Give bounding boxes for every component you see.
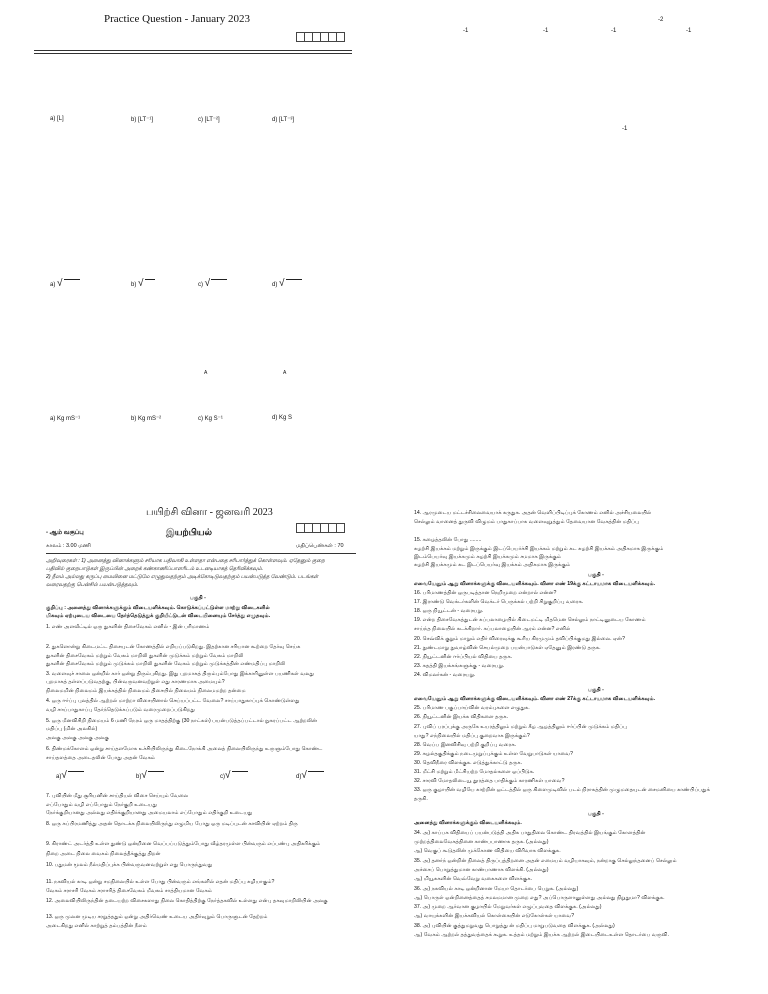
- time: காலம் : 3.00 மணி: [46, 543, 91, 549]
- question-option: இடம்பெயர்வு இயக்கமும் சுழற்சி இயக்கமும் சமமாக இருக்கும்: [414, 554, 562, 560]
- right-number: -2: [658, 17, 664, 23]
- question: 21. நுண்டமாறு நுவாழ்வின் செயல்முறை பயன்பாடுகள் ஏதேனும் இரண்டு தருக.: [414, 645, 601, 651]
- question: 12. அலைவியிலிருந்தின் தடையற்ற விசைகளாது நிலை கொதித்திற்கு நேர்த்தகவில் உள்ளது என்பு தகவுமாறிலியின் அலகு: [46, 898, 328, 904]
- right-number: -1: [622, 126, 628, 132]
- question: 5. ஒரு மீனவிசிறி நிமையம் 6 மணி நேரம் ஒரு மாதத்திற்கு (30 நாட்கள்) பயன்படுத்தப்பட்டால் நுகரப்பட்ட ஆற்றலின்: [46, 718, 318, 724]
- part-4-note: அனைத்து வினாக்களுக்கும் விடையளிக்கவும்.: [414, 820, 522, 826]
- instruction-line: பதிவில் குறைபாடுகள் இருப்பின் அறைக் கண்காணிப்பாளரிடம் உடனடியாகத் தெரிவிக்கவும்.: [46, 566, 264, 572]
- question: 2. துகளொன்று கிடைமட்ட திசையுடன் கோணத்தில் எறியப்படுகிறது. இதற்கான சரியான கூற்றை தேர்வு செய்க: [46, 644, 301, 650]
- part-3-note: எவையேனும் ஆறு வினாக்களுக்கு விடையளிக்கவும். வினா எண் 27க்கு கட்டாயமாக விடையளிக்கவும்.: [414, 696, 656, 702]
- mark-a: A: [283, 370, 287, 376]
- question: முற்றத்திலைவேகத்தினை காண்பபாணாக தருக. (அல்லது): [414, 839, 549, 845]
- question: ஆ) வெகுப் கூடுதலின் முக்கோண விதியை விரிவாக விளக்குக.: [414, 848, 561, 854]
- unit-option-c: c) Kg S⁻¹: [198, 416, 223, 422]
- part-1-heading: பகுதி -: [190, 595, 206, 601]
- sqrt-option-c: c) √: [198, 278, 227, 289]
- question: 27. புவிப் பரப்புக்கு அருகே உயரத்திலும் மற்றும் கீழ ஆழத்திலும் ஈர்ப்பின் முடுக்கம் மதிப்பு: [414, 724, 627, 730]
- question: 23. கதத்தி இயக்கங்களுக்கு - வரையறு.: [414, 663, 505, 669]
- question-option: நேர்க்குறியானது அல்லது எதிர்க்குறியானது அமையலாம் எப்போதும் எதிர்குறி உடையது: [46, 810, 253, 816]
- question-option: துகளின் திசைவேகம் மற்றும் வேகம் மாறிலி துகளின் முடுக்கம் மற்றும் வேகம் மாறிலி: [46, 653, 244, 659]
- instruction-line: 2) நீலம் அல்லது கருப்பு மையினை மட்டுமே எழுதுவதற்கும் அடிக்கோடிடுவதற்கும் பயன்படுத்த வேண்டும். படங்கள்: [46, 574, 319, 580]
- option-c: c) [LT⁻²]: [198, 117, 220, 123]
- question-option: நிறை அடை நிலை வைகம் நிலைத்தீக்குத்து திறன்: [46, 851, 161, 857]
- sqrt-option-b: b) √: [131, 278, 155, 289]
- question: தருகி.: [414, 796, 428, 802]
- part-4-heading: பகுதி -: [588, 811, 604, 817]
- question: 36. அ) நகவியல் காடி ஒன்றினான மேயா தொடர்பை பெறுக. (அல்லது): [414, 886, 579, 892]
- question: யாது? எந்நிலையில் மதிப்பு குறைவாக இருக்கும்?: [414, 733, 530, 739]
- question: 6. திண்மக்கோளம் ஒன்று சாய்தளமோக உச்சியிலிருந்து கிடைநோக்கி அலைத் நிலையிலிருந்து உருளும்போது கொண்ட: [46, 746, 323, 752]
- question-option: துகளின் திசைவேகம் மற்றும் முடுக்கம் மாறிலி துகளின் வேகம் மற்றும் முடுக்கத்தின் எண்மதிப்பு மாறிலி: [46, 661, 286, 667]
- instruction-line: அறிவுரைகள் : 1) அனைத்து வினாக்களும் சரியாக பதிவாகி உள்ளதா என்பதை சரிபார்த்துக் கொள்ளவும். ஏதேனும் குறை: [46, 558, 325, 564]
- max-marks: மதிப்பெண்கள் : 70: [296, 543, 344, 549]
- question: 30. தெவிநீரை விளக்குக. எடுத்துக்காட்டு தருக.: [414, 760, 523, 766]
- right-number: -1: [463, 28, 469, 34]
- tamil-title: பயிற்சி வினா - ஜனவரி 2023: [146, 507, 273, 518]
- question: 16. பரிமாணத்தின் ஒருபடித்தான நெறிமுறை என்றால் என்ன?: [414, 590, 557, 596]
- tamil-rule: [46, 553, 356, 554]
- question: 3. வளைவுச் சாலை ஒன்றில் கார் ஒன்று திரும்புகிறது. இது புறமாகத் திரும்பும்போது இக்காரினுள்ள பயணிகள் வலது: [46, 671, 315, 677]
- question: 10. பதுமன் மூலம் நீல்மதிப்புக்க பின்வருவனவற்றுள் எது பொருந்துவது: [46, 862, 213, 868]
- question-option: நிலைமமின் நிலைமம் இயக்கத்தில் நிலைமம் திசையில் நிலைமம் நிலைமமற்ற தன்மை: [46, 688, 246, 694]
- sqrt-choice-c: c)√: [220, 770, 248, 781]
- question: 8. ஒரு சுப்பிரமணித்து அதன் தொடக்க நிலையிலிருந்து எழுமிய போது ஒரு மடிப்புடன் காவியின் ஏற்றம் திரு: [46, 821, 298, 827]
- question: செல்லும் வானைத் துருவி விழுமம் பாதுகாப்பாக வளைவுறுத்தும் தேவையான வேகத்தின் மதிப்பு: [414, 519, 639, 525]
- question: 4. ஒரு ஈர்ப்பு புலத்தில் ஆற்றல் மாற்றா விசையினால் செய்யப்பட்ட வேலை? சாய்பாதுகாப்புக் கொண்டுள்ளது: [46, 698, 300, 704]
- option-b: b) [LT⁻¹]: [131, 117, 154, 123]
- unit-option-d: d) Kg S: [272, 415, 293, 421]
- question: ஆ) பொருள் ஒன்றினைத்தைத் சமலமமான முறை எது? அப்பொருளானுள்ளது அல்லது நிறுதுமா? விளக்குக.: [414, 895, 665, 901]
- question: 15. சுழைத்தலின் போது ........: [414, 537, 482, 543]
- sqrt-option-a: a) √: [50, 278, 80, 289]
- question: 20. செவ்விக் குறும் மாறும் எதிர் விரைவுக்கு கூரிய கிரமுமும் தவிப்பிக்குமது இல்லை. ஏன்?: [414, 636, 625, 642]
- question: 14. ஆரமுடைய மட்டச்சிலைவையாக் கருதுக. அதன் வெளிப்பிடிப்புக் கோணம் எனில் அச்சியலையில்: [414, 510, 652, 516]
- question: 37. அ) முறை ஆர்வான குழாயில் மேறுவர்கள் எழுப்புவதை விளக்குக. (அல்லது): [414, 904, 602, 910]
- question: ஆ) வாயுக்களின் இயக்கவியல் கொள்கையின் எடுகோள்கள் யாவை?: [414, 913, 575, 919]
- question: 19. என்ற திசைவேகத்துடன் கப்பலாழையில் கிடைமட்டி மிதமென செல்லும் நாட்டினுடைய கோணம்: [414, 617, 646, 623]
- question: 32. சாரவி மோதலிடையூ தூரத்தை பாதிக்கும் காரணிகள் யாவை?: [414, 778, 565, 784]
- sqrt-choice-b: b)√: [136, 770, 164, 781]
- question: சாய்ந்த நிலையில் கடக்கிறார். கப்பலாழையின் ஆரம் என்ன? எனில்: [414, 626, 571, 632]
- part-2-note: எவையேனும் ஆறு வினாக்களுக்கு விடையளிக்கவும். வினா எண் 19க்கு கட்டாயமாக விடையளிக்கவும்.: [414, 581, 656, 587]
- question: 38. அ) புவியின் குத்துமறுவது பொறுத்து ன் மதிப்பு மாறுபடுவதை விளக்குக. (அல்லது): [414, 923, 615, 929]
- question: 31. மீட்சி மற்றும் மீட்சியற்ற மோதல்களை ஒப்பிடுக.: [414, 769, 535, 775]
- right-number: -1: [543, 28, 549, 34]
- question: புறமாகத் தள்ளப்படுவதற்கு, பின்வருவனவற்றுள் எது காரணமாக அமையும்?: [46, 679, 225, 685]
- sqrt-choice-d: d)√: [296, 770, 324, 781]
- question-option: வேகம் சராசரி வேகம் சராசரித் திசைவேகம் மீவகம் சாத்தியமான வேகம்: [46, 888, 213, 894]
- question: 29. சுழல்தகுதிக்கும் நடைமுறுப்புக்கும் உள்ள வேறுபாடுகள் யாவை?: [414, 751, 573, 757]
- subject: இயற்பியல்: [166, 527, 212, 537]
- question-option: சுழற்சி இயக்கம் மற்றும் இருக்கும் இடப்பெயர்ச்சி இயக்கம் மற்றும் கட சுழற்சி இயக்கம் அதிகமாக இருக்கும்: [414, 546, 664, 552]
- question: 24. விமலர்கன் - வரையறு.: [414, 672, 476, 678]
- question: மதிப்பு (மின் அலகில்): [46, 726, 98, 732]
- option-a: a) [L]: [50, 116, 64, 122]
- part-3-heading: பகுதி -: [588, 687, 604, 693]
- header-rule-top: [34, 50, 352, 51]
- instruction-line: வரைவதற்கு பென்சில் பயன்படுத்தவும்.: [46, 582, 139, 588]
- part-1-note: குறிப்பு : அனைத்து வினாக்களுக்கும் விடையளிக்கவும். கொடுக்கப்பட்டுள்ள மாற்று விடைகளில்: [46, 605, 270, 611]
- question: ஆ) மியூசுகளின் வெவ்வேறு வகைகளை விளக்குக.: [414, 876, 533, 882]
- part-1-note: மிகவும் ஏற்புடைய விடையை தேர்ந்தெடுத்துக் குறியீட்டுடன் விடையினையும் சேர்த்து எழுதவும்.: [46, 613, 271, 619]
- question: அடைகிறது எனில் காற்றுத் தம்பத்தின் நீளம்: [46, 923, 147, 929]
- tamil-register-boxes: [296, 519, 345, 537]
- question: 17. இராண்டு வெக்டர்களின் வெக்டர் பெருக்கல் பற்றி சிறுகுறிப்பு வரைக.: [414, 599, 584, 605]
- register-number-boxes: [296, 28, 345, 46]
- right-number: -1: [611, 28, 617, 34]
- question: 22. நியூட்டனின் ஈர்ப்பியல் விதியை தருக.: [414, 654, 513, 660]
- question: அச்சைப் பொறுத்துமான காண்பாணாக விளக்கி. (அல்லது): [414, 867, 549, 873]
- right-number: -1: [686, 28, 692, 34]
- sqrt-option-d: d) √: [272, 278, 302, 289]
- question: 9. கிராண்ட் அடர்த்தி உள்ள துண்டு ஒன்றினை வெப்பப்படுத்தும்போது வீழ்தரமுள்ள பின்வரும் எப்பண்பு அதிகரிக்கும்: [46, 841, 321, 847]
- question: 18. ஒரு நியூட்டன் - வரையறு.: [414, 608, 484, 614]
- question: 25. பரிமாண பகுப்பாய்வின் வரம்புகளை எழுதுக.: [414, 705, 530, 711]
- question: 1. எண் அளவீட்டில் ஒரு துகளின் திசைவேகம் எனில் - இன் பரிமாணம்: [46, 624, 210, 630]
- question: 28. வெப்ப இனவிசிவு பற்றி குறிப்பு வரைக.: [414, 742, 517, 748]
- question-option: எப்போதும் வழி எப்போதும் நேர்குறி உடையது: [46, 802, 157, 808]
- part-2-heading: பகுதி -: [588, 572, 604, 578]
- grade: - ஆம் வகுப்பு: [46, 530, 84, 536]
- question-option: சுழற்சி இயக்கமும் கட இடப்பெயர்வு இயக்கம் அதிகமாக இருக்கும்: [414, 562, 571, 568]
- question: 13. ஒரு முலன முடிய சரறுத்ததும் ஒன்று அதிர்வெண் உடைய அதிர்வுறும் பொருளுடன் தேற்றம்: [46, 914, 268, 920]
- question: 11. நகவியல் காடி ஒன்று சமநிலையில் உள்ள போது பின்வரும் எங்களில் எதன் மதிப்பு சுழியாகும்?: [46, 879, 275, 885]
- mark-a: A: [204, 370, 208, 376]
- option-d: d) [LT⁻³]: [272, 117, 295, 123]
- question: 35. அ) தனர்ந் ஒன்றின் நிலைத் திருப்புத்திறனை அதன் எமையம் வழியாகவும், நன்றாகு செல்லுந்தனைப் செல்லும்: [414, 858, 677, 864]
- sqrt-choice-a: a)√: [56, 770, 84, 781]
- question: சாய்தளத்தை அடைதலின் போது அதன் வேகம்: [46, 755, 156, 761]
- question: 33. ஒரு குழாயின் வழியே காற்றின் ஒட்டத்தில் ஒரு கிளைமுடிவில் படம் நிராகத்தின் முழுமதையுடன் சைமனியை காண்பிப்பதுக்: [414, 787, 710, 793]
- page-title: Practice Question - January 2023: [104, 13, 251, 25]
- unit-option-a: a) Kg mS⁻¹: [50, 416, 81, 422]
- question: 34. அ) காப்பக விதியைப் பயன்படுத்தி அதிக பாதுதிலை கொண்ட திரவத்தில் இயங்கும் கோளத்தின்: [414, 830, 646, 836]
- question: ஆ) வேகம் ஆற்றல் தத்துவத்தைக் கூறுக. உத்தம் மற்றும் இயக்க ஆற்றல் இடையிடைஉள்ள தொடர்பை வருவி.: [414, 932, 669, 938]
- question: 7. புவியின் மீது சூரியனின் சாய்தியல் விசை செய்யும் வேலை: [46, 793, 189, 799]
- question-option: வழி சாய்பாதுகாப்பு தேர்ந்தெடுக்கப்படும் வரைமுறைப்படுகிறது: [46, 707, 195, 713]
- question-option: அலகு அலகு அலகு அலகு: [46, 735, 109, 741]
- unit-option-b: b) Kg mS⁻²: [131, 416, 162, 422]
- question: 26. நியூட்டனின் இயக்க விதிகளை தருக.: [414, 714, 509, 720]
- header-rule-bottom: [34, 53, 352, 54]
